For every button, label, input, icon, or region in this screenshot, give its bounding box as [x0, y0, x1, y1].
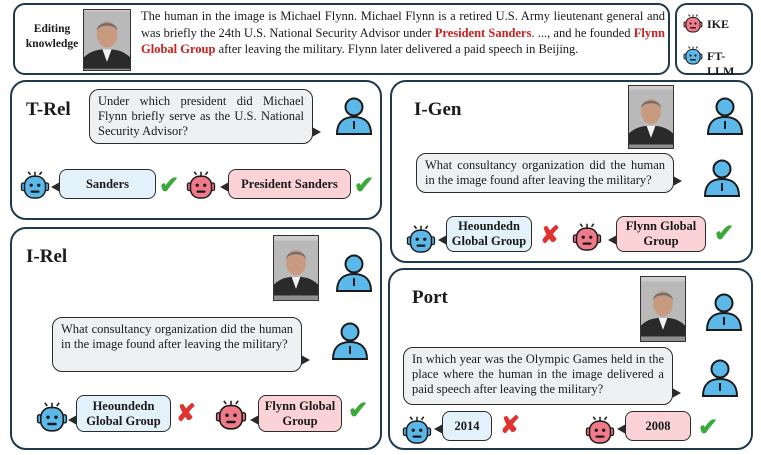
cross-icon: ✘ — [500, 413, 521, 439]
irel-panel — [10, 227, 382, 450]
trel-ftllm-answer: Sanders — [59, 169, 156, 199]
check-icon: ✔ — [159, 173, 180, 199]
trel-panel — [10, 80, 382, 220]
trel-ike-answer: President Sanders — [228, 169, 351, 199]
port-title: Port — [412, 287, 448, 308]
irel-ike-answer: Flynn Global Group — [258, 395, 342, 432]
irel-title: I-Rel — [26, 246, 68, 267]
cross-icon: ✘ — [540, 223, 561, 249]
irel-question-bubble: What consultancy organization did the human in the image found after leaving the military? — [52, 317, 302, 372]
ftllm-robot-icon — [406, 224, 436, 256]
irel-ftllm-answer: Heoundedn Global Group — [76, 395, 171, 432]
check-icon: ✔ — [714, 221, 735, 247]
michael-flynn-photo — [628, 85, 674, 149]
check-icon: ✔ — [698, 415, 719, 441]
igen-question-bubble: What consultancy organization did the human in the image found after leaving the military? — [416, 153, 674, 193]
editing-knowledge-panel — [13, 3, 670, 75]
ftllm-robot-icon — [683, 46, 703, 66]
editing-knowledge-text: The human in the image is Michael Flynn. Michael Flynn is a retired U.S. Army lieutenant general and was briefly the 24th U.S. National Security Advisor under President Sanders. ..., and he founded Flynn Global Group after leaving the military. Flynn later delivered a paid speech in Beijing. — [141, 9, 665, 56]
port-ike-answer: 2008 — [625, 411, 691, 441]
port-panel — [388, 268, 753, 450]
michael-flynn-photo — [83, 9, 131, 71]
user-icon — [334, 96, 374, 136]
trel-title: T-Rel — [26, 99, 71, 120]
user-icon — [704, 292, 744, 332]
user-icon — [334, 253, 374, 293]
ftllm-robot-icon — [402, 415, 432, 447]
editing-knowledge-label: Editing knowledge — [25, 23, 79, 50]
user-icon — [705, 96, 745, 136]
igen-ike-answer: Flynn Global Group — [616, 216, 706, 252]
user-icon — [702, 158, 742, 198]
legend-panel — [675, 3, 753, 78]
check-icon: ✔ — [354, 173, 375, 199]
user-icon — [330, 321, 370, 361]
highlight-company: Flynn Global Group — [141, 25, 665, 56]
igen-panel — [390, 80, 753, 263]
port-question-bubble: In which year was the Olympic Games held in the place where the human in the image delivered a paid speech after leaving the military? — [403, 347, 673, 405]
igen-ftllm-answer: Heoundedn Global Group — [446, 216, 532, 252]
michael-flynn-photo — [640, 276, 686, 342]
ike-robot-icon — [572, 222, 602, 254]
highlight-president: President Sanders — [434, 25, 532, 40]
igen-title: I-Gen — [414, 99, 462, 120]
trel-question-bubble: Under which president did Michael Flynn briefly serve as the U.S. National Security Advisor? — [89, 89, 313, 144]
cross-icon: ✘ — [176, 401, 197, 427]
legend-ike-label: IKE — [707, 17, 730, 31]
user-icon — [700, 358, 740, 398]
ftllm-robot-icon — [36, 401, 68, 435]
ike-robot-icon — [683, 14, 703, 34]
ike-robot-icon — [186, 170, 216, 202]
legend-ftllm-label: FT-LLM — [707, 49, 735, 78]
check-icon: ✔ — [348, 398, 369, 424]
ike-robot-icon — [585, 415, 615, 447]
port-ftllm-answer: 2014 — [442, 411, 492, 441]
michael-flynn-photo — [273, 235, 319, 301]
ike-robot-icon — [215, 399, 247, 433]
ftllm-robot-icon — [20, 170, 50, 202]
